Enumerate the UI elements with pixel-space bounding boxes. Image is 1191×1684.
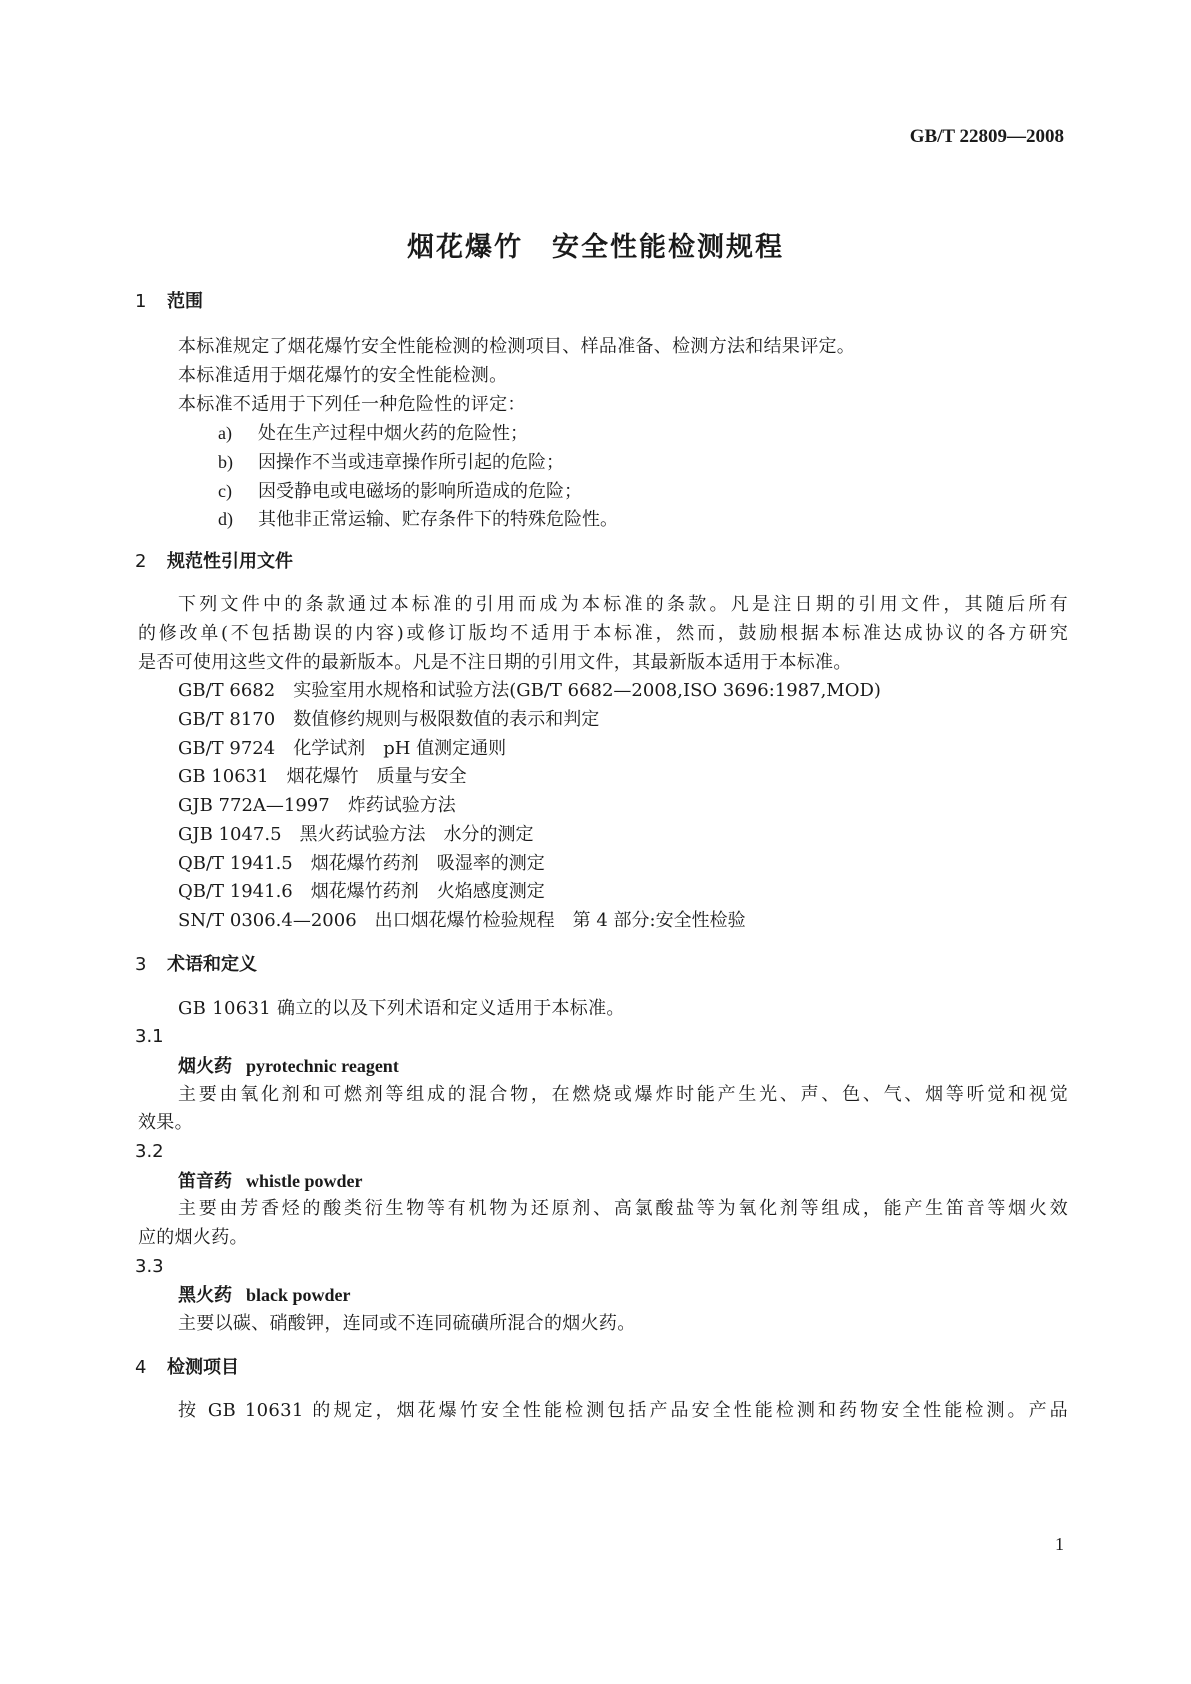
paragraph: 本标准不适用于下列任一种危险性的评定： [178,394,526,415]
reference-item: GB 10631 烟花爆竹 质量与安全 [178,766,467,787]
term-zh: 笛音药 [178,1171,232,1192]
subsection-number: 3.3 [135,1256,164,1277]
section-number: 4 [135,1357,147,1378]
term-en: black powder [246,1285,351,1305]
reference-item: QB/T 1941.6 烟花爆竹药剂 火焰感度测定 [178,881,545,902]
term-entry [178,1053,399,1080]
list-item [218,449,1108,476]
term-zh: 黑火药 [178,1285,232,1306]
list-text: 处在生产过程中烟火药的危险性； [258,423,528,444]
section-title: 检测项目 [167,1357,239,1378]
definition-line: 主要以碳、硝酸钾，连同或不连同硫磺所混合的烟火药。 [178,1313,636,1334]
subsection-number: 3.1 [135,1026,164,1047]
page-number: 1 [1055,1534,1064,1554]
section-title: 规范性引用文件 [167,551,293,572]
reference-item: GB/T 8170 数值修约规则与极限数值的表示和判定 [178,709,600,730]
doc-code: GB/T 22809—2008 [909,126,1064,147]
section-title: 术语和定义 [167,954,257,975]
paragraph: GB 10631 确立的以及下列术语和定义适用于本标准。 [178,998,625,1019]
section-1-heading [135,289,203,315]
term-zh: 烟火药 [178,1056,232,1077]
definition-line: 效果。 [138,1112,193,1133]
paragraph-line: 按 GB 10631 的规定，烟花爆竹安全性能检测包括产品安全性能检测和药物安全性能检测。产品 [178,1400,1068,1421]
paragraph-line: 是否可使用这些文件的最新版本。凡是不注日期的引用文件，其最新版本适用于本标准。 [138,652,852,673]
list-text: 因受静电或电磁场的影响所造成的危险； [258,481,582,502]
paragraph-line: 下列文件中的条款通过本标准的引用而成为本标准的条款。凡是注日期的引用文件，其随后所有 [178,594,1068,615]
list-marker: d) [218,509,233,529]
section-2-heading [135,549,293,575]
section-3-heading [135,952,257,978]
list-item [218,478,1108,505]
list-marker: a) [218,423,232,443]
section-4-heading [135,1355,239,1381]
list-marker: b) [218,452,233,472]
paragraph: 本标准适用于烟花爆竹的安全性能检测。 [178,365,508,386]
reference-item: GJB 1047.5 黑火药试验方法 水分的测定 [178,824,534,845]
section-title: 范围 [167,291,203,312]
term-entry [178,1168,363,1195]
list-text: 其他非正常运输、贮存条件下的特殊危险性。 [258,509,618,530]
page-title: 烟花爆竹 安全性能检测规程 [407,232,784,263]
term-entry [178,1282,351,1309]
reference-item: GB/T 9724 化学试剂 pH 值测定通则 [178,738,507,759]
list-marker: c) [218,481,232,501]
reference-item: GJB 772A—1997 炸药试验方法 [178,795,456,816]
paragraph: 本标准规定了烟花爆竹安全性能检测的检测项目、样品准备、检测方法和结果评定。 [178,336,856,357]
section-number: 2 [135,551,147,572]
term-en: pyrotechnic reagent [246,1056,399,1076]
section-number: 1 [135,291,147,312]
list-text: 因操作不当或违章操作所引起的危险； [258,452,564,473]
reference-item: SN/T 0306.4—2006 出口烟花爆竹检验规程 第 4 部分:安全性检验 [178,910,746,931]
definition-line: 主要由氧化剂和可燃剂等组成的混合物，在燃烧或爆炸时能产生光、声、色、气、烟等听觉和视觉 [178,1084,1068,1105]
section-number: 3 [135,954,147,975]
list-item [218,420,1108,447]
reference-item: GB/T 6682 实验室用水规格和试验方法(GB/T 6682—2008,ISO 3696:1987,MOD) [178,680,881,701]
term-en: whistle powder [246,1171,363,1191]
reference-item: QB/T 1941.5 烟花爆竹药剂 吸湿率的测定 [178,853,545,874]
definition-line: 应的烟火药。 [138,1227,248,1248]
subsection-number: 3.2 [135,1141,164,1162]
definition-line: 主要由芳香烃的酸类衍生物等有机物为还原剂、高氯酸盐等为氧化剂等组成，能产生笛音等烟火效 [178,1198,1068,1219]
list-item [218,506,1108,533]
paragraph-line: 的修改单(不包括勘误的内容)或修订版均不适用于本标准，然而，鼓励根据本标准达成协议的各方研究 [138,623,1068,644]
